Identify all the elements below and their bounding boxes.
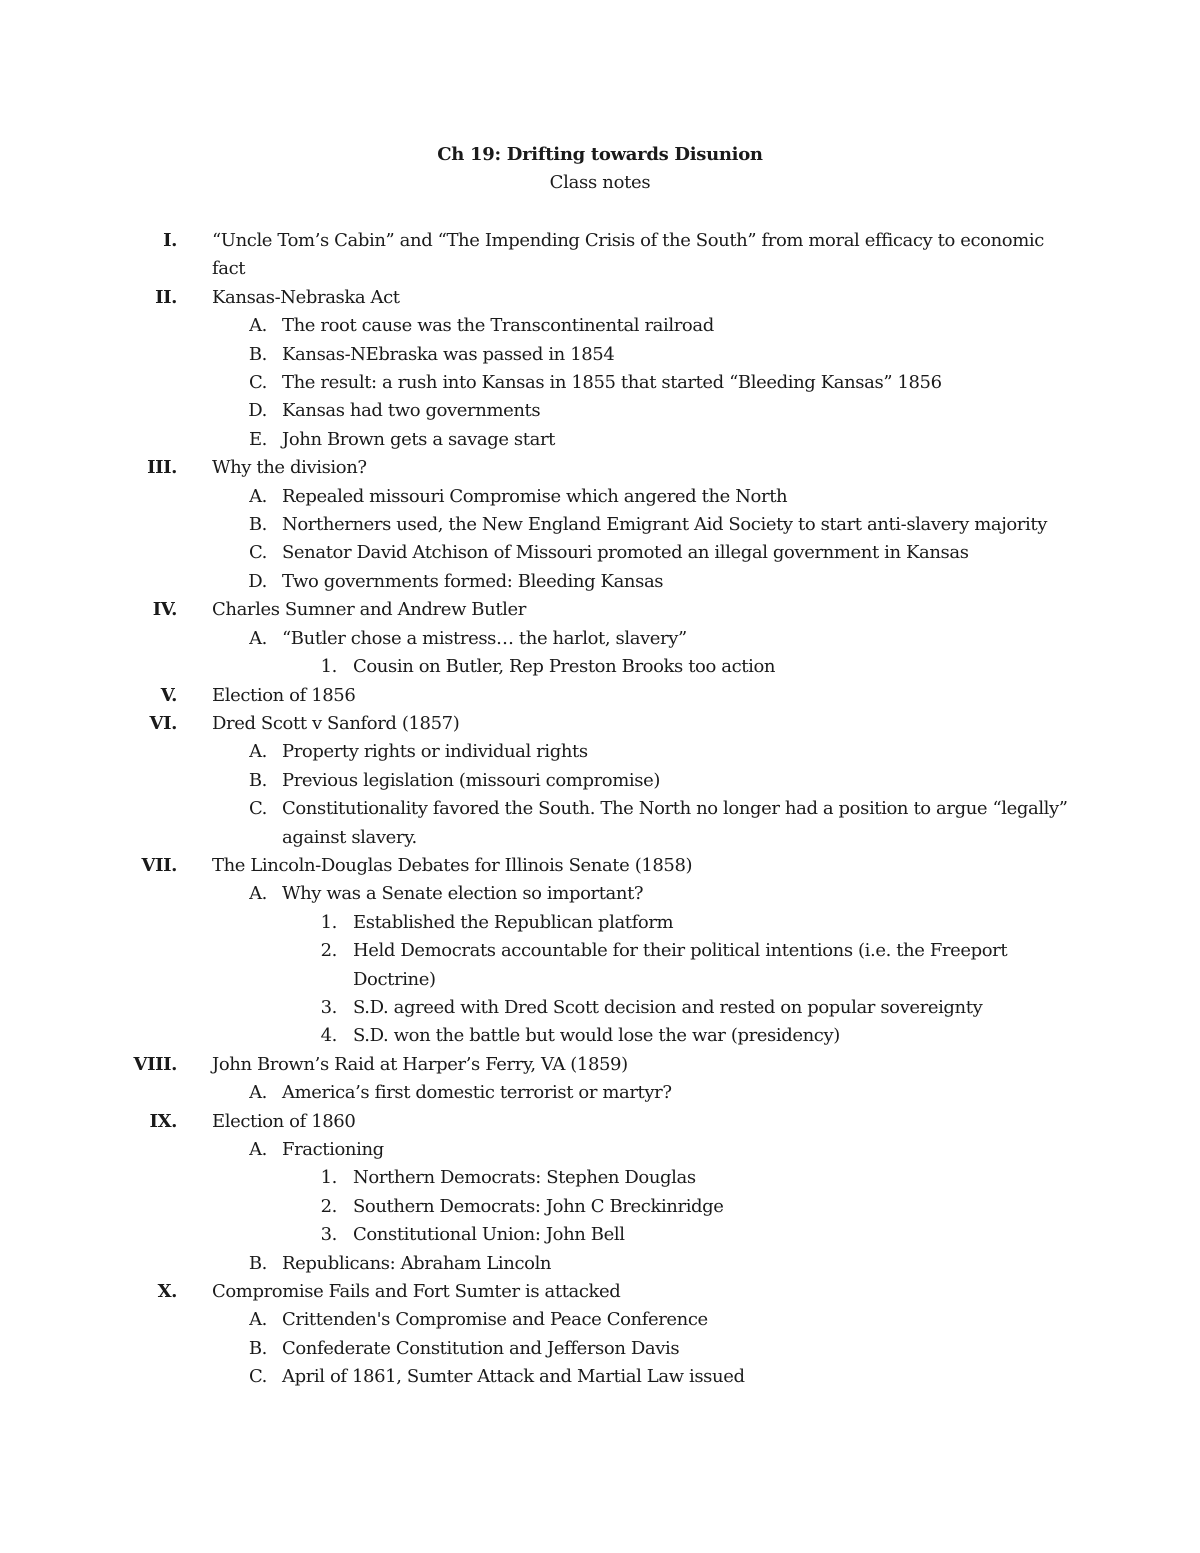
outline-subsection-marker: A. (249, 485, 267, 507)
outline-subsection-item (0, 539, 1200, 567)
outline-point-marker: 4. (320, 1025, 337, 1047)
outline-section-marker: IX. (149, 1110, 177, 1132)
outline-subsection-item (0, 1136, 1200, 1164)
outline-subsection-marker: C. (248, 372, 267, 394)
outline-point-item (0, 1022, 1200, 1050)
outline-section-item (0, 454, 1200, 482)
outline-subsection-item (0, 1306, 1200, 1334)
outline-subsection-item (0, 767, 1200, 795)
outline-subsection-marker: A. (249, 883, 267, 905)
outline-point-item (0, 1193, 1200, 1221)
outline-point-marker: 1. (320, 911, 337, 933)
outline-point-text: S.D. won the battle but would lose the war (presidency) (353, 1025, 840, 1047)
outline-subsection-marker: A. (249, 741, 267, 763)
outline-subsection-text: Constitutionality favored the South. The North no longer had a position to argue “legally” against slavery. (282, 798, 1068, 848)
outline-subsection-marker: E. (248, 428, 267, 450)
outline-subsection-text: Crittenden's Compromise and Peace Conference (282, 1309, 708, 1331)
outline-subsection-item (0, 397, 1200, 425)
outline-subsection-text: Two governments formed: Bleeding Kansas (282, 570, 664, 592)
outline-point-text: Cousin on Butler, Rep Preston Brooks too action (353, 656, 776, 678)
outline-subsection-marker: A. (249, 1139, 267, 1160)
outline-subsection-text: The result: a rush into Kansas in 1855 that started “Bleeding Kansas” 1856 (282, 372, 942, 394)
outline-subsection-text: Confederate Constitution and Jefferson Davis (282, 1337, 680, 1359)
outline-subsection-item (0, 738, 1200, 766)
outline-subsection-marker: B. (248, 1252, 267, 1274)
outline-subsection-marker: B. (248, 769, 267, 791)
outline-point-marker: 1. (320, 656, 337, 678)
outline-point-item (0, 1164, 1200, 1192)
notes-outline (0, 227, 1200, 1392)
outline-point-item (0, 1221, 1200, 1249)
outline-subsection-text: Senator David Atchison of Missouri promoted an illegal government in Kansas (282, 542, 969, 564)
outline-subsection-text: “Butler chose a mistress… the harlot, slavery” (282, 627, 687, 649)
outline-subsection-text: April of 1861, Sumter Attack and Martial Law issued (282, 1366, 745, 1388)
outline-point-text: Northern Democrats: Stephen Douglas (353, 1167, 696, 1189)
outline-section-item (0, 1051, 1200, 1079)
outline-subsection-text: Why was a Senate election so important? (282, 883, 644, 905)
outline-subsection-item (0, 511, 1200, 539)
outline-section-text: The Lincoln-Douglas Debates for Illinois Senate (1858) (212, 854, 693, 876)
outline-subsection-text: Property rights or individual rights (282, 741, 588, 763)
outline-subsection-item (0, 795, 1200, 852)
outline-point-text: S.D. agreed with Dred Scott decision and rested on popular sovereignty (353, 996, 983, 1018)
outline-subsection-item (0, 369, 1200, 397)
outline-subsection-item (0, 1250, 1200, 1278)
outline-section-text: Election of 1856 (212, 684, 356, 706)
outline-point-item (0, 994, 1200, 1022)
outline-subsection-marker: B. (248, 1337, 267, 1359)
outline-point-marker: 2. (320, 940, 337, 962)
outline-point-text: Established the Republican platform (353, 911, 674, 933)
document-subtitle: Class notes (549, 172, 651, 193)
outline-subsection-marker: C. (248, 798, 267, 820)
outline-subsection-marker: A. (249, 1082, 267, 1104)
outline-subsection-item (0, 1335, 1200, 1363)
outline-subsection-item (0, 880, 1200, 908)
outline-subsection-marker: A. (249, 627, 267, 649)
outline-point-text: Held Democrats accountable for their political intentions (i.e. the Freeport Doctrine) (353, 940, 1008, 990)
outline-section-item (0, 284, 1200, 312)
outline-subsection-text: Republicans: Abraham Lincoln (282, 1252, 552, 1274)
outline-section-text: Charles Sumner and Andrew Butler (212, 599, 526, 621)
outline-subsection-marker: D. (248, 570, 267, 592)
outline-subsection-marker: C. (248, 1366, 267, 1388)
outline-subsection-text: Previous legislation (missouri compromise) (282, 769, 660, 791)
outline-subsection-marker: A. (249, 1309, 267, 1331)
outline-subsection-marker: D. (248, 400, 267, 422)
outline-section-item (0, 852, 1200, 880)
outline-section-marker: I. (163, 230, 177, 251)
outline-subsection-item (0, 483, 1200, 511)
outline-point-marker: 3. (320, 996, 337, 1018)
outline-section-item (0, 1108, 1200, 1136)
outline-section-text: “Uncle Tom’s Cabin” and “The Impending Crisis of the South” from moral efficacy to economic fact (212, 230, 1044, 280)
outline-point-text: Constitutional Union: John Bell (353, 1224, 625, 1246)
outline-subsection-text: The root cause was the Transcontinental railroad (282, 315, 714, 337)
outline-section-item (0, 1278, 1200, 1306)
outline-subsection-text: America’s first domestic terrorist or martyr? (282, 1082, 672, 1104)
outline-subsection-text: Northerners used, the New England Emigrant Aid Society to start anti-slavery majority (282, 514, 1047, 536)
outline-section-marker: IV. (152, 599, 177, 621)
outline-subsection-item (0, 568, 1200, 596)
outline-section-item (0, 596, 1200, 624)
outline-section-item (0, 682, 1200, 710)
outline-point-item (0, 937, 1200, 994)
outline-section-text: Dred Scott v Sanford (1857) (212, 712, 460, 734)
outline-point-item (0, 909, 1200, 937)
outline-subsection-marker: B. (248, 343, 267, 365)
outline-subsection-marker: A. (249, 315, 267, 337)
outline-section-marker: II. (155, 286, 177, 308)
outline-section-text: John Brown’s Raid at Harper’s Ferry, VA (1859) (212, 1053, 628, 1075)
outline-section-marker: VI. (149, 712, 177, 734)
outline-point-marker: 3. (320, 1224, 337, 1246)
outline-section-text: Election of 1860 (212, 1110, 356, 1132)
outline-subsection-item (0, 1079, 1200, 1107)
outline-subsection-text: Kansas had two governments (282, 400, 541, 422)
outline-section-item (0, 710, 1200, 738)
outline-section-marker: V. (160, 684, 177, 706)
outline-subsection-marker: C. (248, 542, 267, 564)
outline-section-marker: VIII. (133, 1053, 177, 1075)
outline-section-text: Kansas-Nebraska Act (212, 286, 400, 308)
outline-point-text: Southern Democrats: John C Breckinridge (353, 1195, 724, 1217)
outline-subsection-text: John Brown gets a savage start (282, 428, 555, 450)
document-title: Ch 19: Drifting towards Disunion (437, 144, 763, 165)
outline-subsection-text: Fractioning (282, 1139, 384, 1160)
outline-section-marker: X. (157, 1281, 177, 1303)
outline-subsection-item (0, 426, 1200, 454)
outline-subsection-item (0, 341, 1200, 369)
outline-subsection-text: Repealed missouri Compromise which angered the North (282, 485, 788, 507)
outline-section-text: Compromise Fails and Fort Sumter is attacked (212, 1281, 621, 1303)
outline-point-item (0, 653, 1200, 681)
outline-subsection-item (0, 1363, 1200, 1391)
outline-section-item (0, 227, 1200, 284)
outline-subsection-text: Kansas-NEbraska was passed in 1854 (282, 343, 615, 365)
outline-section-marker: III. (147, 457, 177, 479)
outline-section-text: Why the division? (212, 457, 367, 479)
outline-subsection-item (0, 312, 1200, 340)
outline-point-marker: 1. (320, 1167, 337, 1189)
outline-subsection-item (0, 625, 1200, 653)
outline-subsection-marker: B. (248, 514, 267, 536)
outline-section-marker: VII. (141, 854, 177, 876)
outline-point-marker: 2. (320, 1195, 337, 1217)
